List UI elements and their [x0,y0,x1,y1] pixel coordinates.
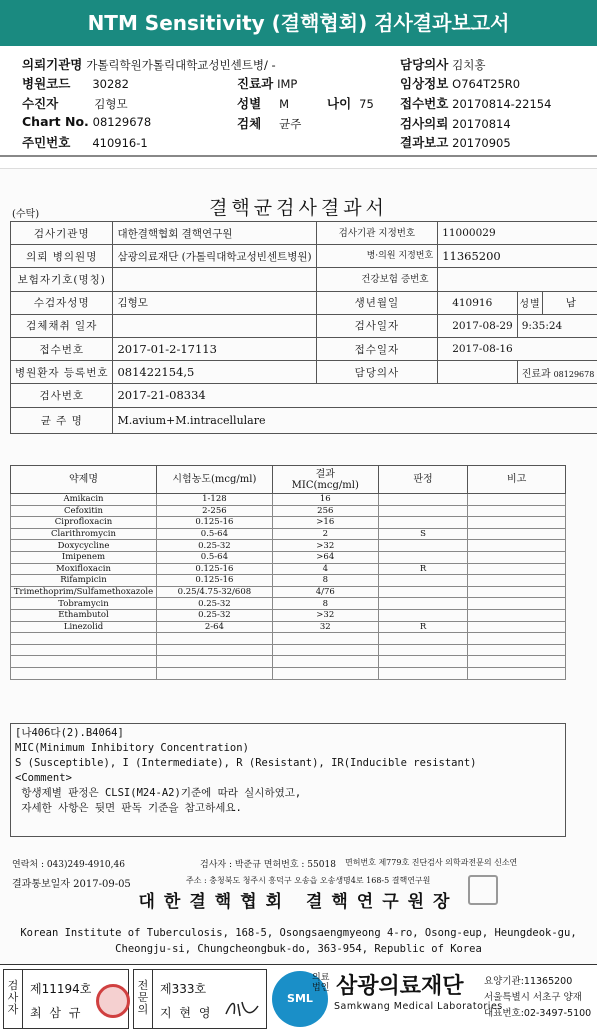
cell: 검사기관 지정번호 [316,222,438,245]
header-report-date [400,133,511,151]
table-cell: 1-128 [156,494,272,506]
cell [113,268,316,291]
note-line: S (Susceptible), I (Intermediate), R (Resistant), IR(Inducible resistant) [15,757,477,769]
cell: 균 주 명 [11,407,113,433]
table-cell [156,644,272,656]
table-cell: 0.5-64 [156,528,272,540]
table-cell: R [378,621,468,633]
table-cell: Moxifloxacin [11,563,157,575]
table-cell [378,598,468,610]
table-cell: 2-256 [156,505,272,517]
signature-icon [222,996,262,1020]
header-request-date [400,114,511,132]
column-header: 시험농도(mcg/ml) [156,466,272,494]
table-row [11,667,566,679]
table-cell [272,644,378,656]
label: 검체 [237,116,262,131]
table-cell: Tobramycin [11,598,157,610]
table-cell [272,633,378,645]
table-cell: >64 [272,551,378,563]
header-chart-no [22,114,151,129]
table-cell: 0.125-16 [156,563,272,575]
value: 20170814-22154 [452,97,552,111]
report-heading: 결핵균검사결과서 [209,197,388,219]
note-line: [나406다(2).B4064] [15,727,124,739]
table-row [11,563,566,575]
table-cell [378,517,468,529]
label: 의뢰기관명 [22,57,83,72]
table-cell: Ethambutol [11,609,157,621]
institution-code: 요양기관:11365200 [484,976,573,987]
value: IMP [277,77,298,91]
signature-strip [0,964,597,1034]
cell [438,361,518,384]
cell: 건강보험 증번호 [316,268,438,291]
table-cell [468,586,566,598]
table-cell: >32 [272,609,378,621]
cell [113,314,316,337]
scanned-report [0,168,597,964]
table-cell: 2-64 [156,621,272,633]
table-cell: >32 [272,540,378,552]
cell: 접수번호 [11,337,113,360]
footer-address: 주소 : 충청북도 청주시 흥덕구 오송읍 오송생명4로 168-5 결핵연구원 [186,876,431,885]
table-row [11,494,566,506]
table-cell: 2 [272,528,378,540]
note-line: MIC(Minimum Inhibitory Concentration) [15,742,249,754]
examiner-name: 최 삼 규 [30,1006,83,1020]
value: 가톨릭학원가톨릭대학교성빈센트병/ - [86,58,276,72]
label: 성별 [237,96,262,111]
table-cell [378,586,468,598]
table-cell [378,575,468,587]
table-cell [468,494,566,506]
label: 병원코드 [22,76,71,91]
label: 접수번호 [400,96,449,111]
header-hospital-code [22,74,129,92]
table-cell [272,667,378,679]
cell: 2017-08-29 [438,314,518,337]
table-cell [378,656,468,668]
vertical-label: 검사자 [7,979,19,1016]
table-cell [378,494,468,506]
value: 20170814 [452,117,511,131]
report-notes [10,723,566,837]
table-cell: Trimethoprim/Sulfamethoxazole [11,586,157,598]
table-cell: 0.25-32 [156,540,272,552]
label: 나이 [327,96,352,111]
table-cell [272,656,378,668]
table-cell [378,551,468,563]
table-row [11,609,566,621]
label: 수진자 [22,96,59,111]
footer-examiner: 검사자 : 박준규 면허번호 : 55018 [200,860,336,870]
table-cell [468,633,566,645]
dept-value: 08129678 [553,369,595,379]
table-cell [468,644,566,656]
cell: 11365200 [438,245,597,268]
susceptibility-table [10,465,566,680]
english-address-line: Korean Institute of Tuberculosis, 168-5, Osongsaengmyeong 4-ro, Osong-eup, Heungdeok-gu, [20,927,577,939]
note-line: <Comment> [15,772,72,784]
table-cell: R [378,563,468,575]
cell: 대한결핵협회 결핵연구원 [113,222,316,245]
table-cell [468,667,566,679]
footer-inquiry: 연락처 : 043)249-4910,46 [12,860,125,870]
table-cell: 0.125-16 [156,575,272,587]
table-cell [468,540,566,552]
label: 결과보고 [400,135,449,150]
examiner-box [3,969,129,1029]
cell: 2017-01-2-17113 [113,337,316,360]
report-title: NTM Sensitivity (결핵협회) 검사결과보고서 [0,0,597,46]
cell: 081422154,5 [113,361,316,384]
table-cell [468,551,566,563]
column-header: 비고 [468,466,566,494]
cell: 담당의사 [316,361,438,384]
table-cell: 32 [272,621,378,633]
cell: 보험자기호(명칭) [11,268,113,291]
vertical-label: 전문의 [137,979,149,1016]
note-line: 자세한 사항은 뒷면 판독 기준을 참고하세요. [15,802,242,814]
cell: 생년월일 [316,291,438,314]
stamp-icon [96,984,130,1018]
column-header: 약제명 [11,466,157,494]
table-row [11,361,597,384]
label: 진료과 [237,76,274,91]
table-header-row [11,466,566,494]
value: 30282 [92,77,129,91]
table-row [11,598,566,610]
specialist-name: 지 현 영 [160,1006,213,1020]
table-row [11,656,566,668]
table-cell [468,505,566,517]
table-cell [11,644,157,656]
table-row [11,314,597,337]
table-row [11,528,566,540]
sml-logo-icon: SML [272,971,328,1027]
header-receipt-no [400,94,551,112]
table-cell: 0.25-32 [156,609,272,621]
table-row [11,621,566,633]
table-row [11,337,597,360]
table-row [11,245,597,268]
brand-phone: 대표번호:02-3497-5100 [484,1008,592,1019]
table-cell [378,505,468,517]
note-line: 항생제별 판정은 CLSI(M24-A2)기준에 따라 실시하였고, [15,787,302,799]
value: 410916-1 [92,136,148,150]
cell: 9:35:24 [517,314,597,337]
table-cell: Amikacin [11,494,157,506]
divider [152,970,153,1028]
table-row [11,291,597,314]
table-cell: Cefoxitin [11,505,157,517]
table-cell: 0.125-16 [156,517,272,529]
table-cell [156,667,272,679]
table-row [11,575,566,587]
table-cell: Ciprofloxacin [11,517,157,529]
cell: 2017-08-16 [438,337,597,360]
table-row [11,586,566,598]
value: O764T25R0 [452,77,521,91]
value: 08129678 [92,115,152,129]
column-header: 결과 MIC(mcg/ml) [272,466,378,494]
table-cell [11,667,157,679]
table-cell: S [378,528,468,540]
table-cell [378,609,468,621]
cell: 성별 [517,291,543,314]
table-row [11,540,566,552]
table-row [11,384,597,407]
table-cell [468,598,566,610]
brand-name: 삼광의료재단 [336,974,464,999]
table-cell: >16 [272,517,378,529]
table-cell [468,528,566,540]
table-cell: Clarithromycin [11,528,157,540]
table-cell [468,517,566,529]
label: 검사의뢰 [400,116,449,131]
footer-specialist: 면허번호 제779호 진단검사 의학과전문의 신소연 [345,858,518,867]
cell: 검사기관명 [11,222,113,245]
cell: 2017-21-08334 [113,384,597,407]
table-cell [468,563,566,575]
table-row [11,633,566,645]
table-cell: 16 [272,494,378,506]
cell: 의뢰 병의원명 [11,245,113,268]
header-clinical-info [400,74,520,92]
table-cell: Imipenem [11,551,157,563]
label: 임상정보 [400,76,449,91]
header-institution [22,55,276,73]
specialist-license: 제333호 [160,982,207,996]
table-row [11,268,597,291]
report-corner-label: (수탁) [12,209,40,220]
header-dept [237,74,297,92]
corp-prefix: 의료법인 [312,973,330,993]
table-cell [156,656,272,668]
table-cell [468,609,566,621]
table-row [11,407,597,433]
table-row [11,222,597,245]
divider [0,155,597,157]
cell: 병·의원 지정번호 [316,245,438,268]
value: M [279,97,290,111]
table-cell: 8 [272,575,378,587]
table-cell [11,633,157,645]
cell: 접수일자 [316,337,438,360]
table-row [11,551,566,563]
table-cell [378,633,468,645]
table-cell [468,621,566,633]
table-cell [468,575,566,587]
institute-name: 대한결핵협회 결핵연구원장 [138,892,459,912]
divider [22,970,23,1028]
table-cell: Rifampicin [11,575,157,587]
specialist-box [133,969,267,1029]
cell: 검체채취 일자 [11,314,113,337]
label: 담당의사 [400,57,449,72]
brand-english: Samkwang Medical Laboratories [334,1001,503,1012]
cell: 11000029 [438,222,597,245]
value: 김형모 [94,97,128,111]
table-cell: 0.25-32 [156,598,272,610]
english-address-line: Cheongju-si, Chungcheongbuk-do, 363-954, Republic of Korea [115,943,482,955]
table-cell: 0.25/4.75-32/608 [156,586,272,598]
cell: 병원환자 등록번호 [11,361,113,384]
info-table [10,221,597,434]
value: 김치홍 [452,58,486,72]
table-cell [378,644,468,656]
table-cell [156,633,272,645]
cell: M.avium+M.intracellulare [113,407,597,433]
cell: 수검자성명 [11,291,113,314]
table-row [11,517,566,529]
column-header: 판정 [378,466,468,494]
table-cell [468,656,566,668]
header-doctor [400,55,485,73]
table-cell [11,656,157,668]
table-cell: 0.5-64 [156,551,272,563]
cell: 김형모 [113,291,316,314]
brand-address: 서울특별시 서초구 양재 [484,992,582,1003]
label: 주민번호 [22,135,71,150]
value: 20170905 [452,136,511,150]
table-cell: 256 [272,505,378,517]
cell: 삼광의료재단 (가톨릭대학교성빈센트병원) [113,245,316,268]
header-age [327,94,374,112]
table-row [11,644,566,656]
cell [517,361,597,384]
value: 75 [359,97,374,111]
official-seal-icon [468,875,498,905]
examiner-license: 제11194호 [30,982,92,996]
cell [438,268,597,291]
cell: 검사일자 [316,314,438,337]
header-sex [237,94,289,112]
table-cell [378,540,468,552]
table-cell: 4 [272,563,378,575]
header-resident-no [22,133,148,151]
table-cell: 4/76 [272,586,378,598]
label: Chart No. [22,114,89,129]
header-patient [22,94,128,112]
table-cell: Linezolid [11,621,157,633]
table-cell: 8 [272,598,378,610]
cell: 410916 [438,291,518,314]
table-cell [378,667,468,679]
dept-label: 진료과 [521,368,551,380]
value: 균주 [279,117,302,131]
cell: 검사번호 [11,384,113,407]
header-specimen [237,114,301,132]
table-row [11,505,566,517]
footer-notice-date: 결과통보일자 2017-09-05 [12,879,131,890]
table-cell: Doxycycline [11,540,157,552]
cell: 남 [543,291,597,314]
